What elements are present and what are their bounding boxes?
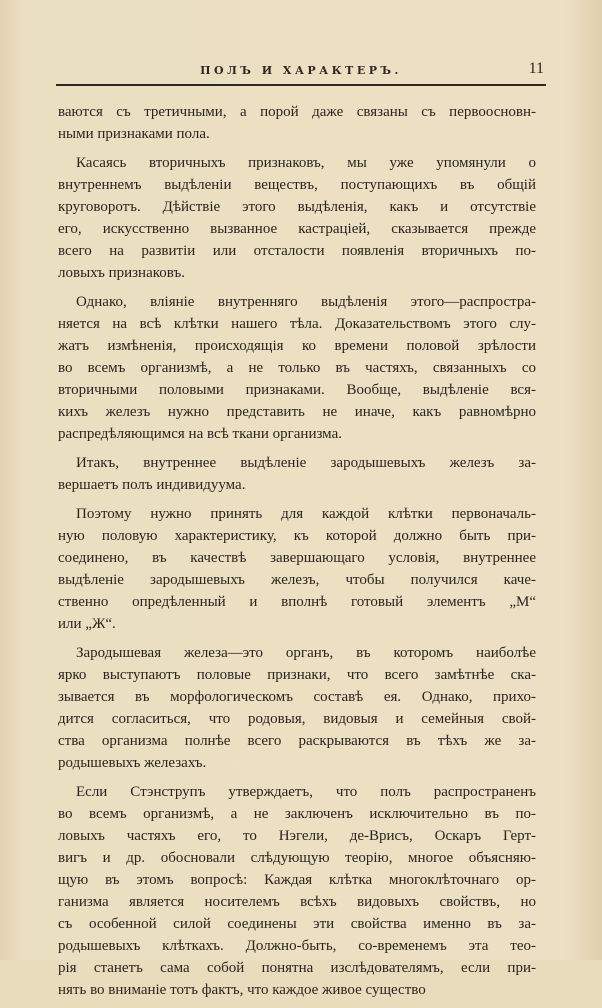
text-line: нять во вниманіе тотъ фактъ, что каждое живое существо	[58, 982, 426, 998]
text-line: жатъ измѣненія, происходящія ко времени половой зрѣлости	[58, 338, 536, 354]
text-line: Касаясь вторичныхъ признаковъ, мы уже упомянули о	[76, 155, 536, 171]
text-line: во всемъ организмѣ, а не только въ частяхъ, связанныхъ со	[58, 360, 536, 376]
text-line: кихъ железъ нужно представить не иначе, какъ равномѣрно	[58, 404, 536, 420]
text-line: родышевыхъ железахъ.	[58, 755, 207, 771]
text-line: внутреннемъ выдѣленіи веществъ, поступающихъ въ общій	[58, 177, 536, 193]
text-line: съ особенной силой соединены эти свойства именно въ за-	[58, 916, 536, 932]
paragraph	[58, 781, 536, 1001]
paragraph	[58, 152, 536, 284]
text-line: ловыхъ частяхъ его, то Нэгели, де-Врисъ, Оскаръ Герт-	[58, 828, 536, 844]
page-number: 11	[528, 60, 544, 77]
text-line: Поэтому нужно принять для каждой клѣтки первоначаль-	[76, 506, 536, 522]
text-line: Однако, вліяніе внутренняго выдѣленія этого—распростра-	[76, 294, 536, 310]
body-text	[58, 101, 536, 1008]
text-line: щую въ этомъ вопросѣ: Каждая клѣтка многоклѣточнаго ор-	[58, 872, 536, 888]
text-line: вторичными половыми признаками. Вообще, выдѣленіе вся-	[58, 382, 536, 398]
text-line: ловыхъ признаковъ.	[58, 265, 185, 281]
text-line: Зародышевая железа—это органъ, въ которомъ наиболѣе	[76, 645, 536, 661]
paragraph	[58, 642, 536, 774]
text-line: его, искусственно вызванное кастраціей, сказывается прежде	[58, 221, 536, 237]
text-line: ными признаками пола.	[58, 126, 210, 142]
text-line: или „Ж“.	[58, 616, 116, 632]
text-line: родышевыхъ клѣткахъ. Должно-быть, со-временемъ эта тео-	[58, 938, 536, 954]
text-line: ярко выступаютъ половые признаки, что всего замѣтнѣе ска-	[58, 667, 536, 683]
text-line: ваются съ третичными, а порой даже связаны съ первоосновн-	[58, 104, 536, 120]
text-line: всего на развитіи или отсталости появленія вторичныхъ по-	[58, 243, 536, 259]
text-line: вигъ и др. обосновали слѣдующую теорію, многое объясняю-	[58, 850, 536, 866]
text-line: соединено, въ качествѣ завершающаго условія, внутреннее	[58, 550, 536, 566]
running-head	[56, 60, 546, 88]
paragraph	[58, 101, 536, 145]
text-line: ства организма полнѣе всего раскрываются въ тѣхъ же за-	[58, 733, 536, 749]
text-line: ганизма является носителемъ всѣхъ видовыхъ свойствъ, но	[58, 894, 536, 910]
text-line: выдѣленіе зародышевыхъ железъ, чтобы получился каче-	[58, 572, 536, 588]
paragraph	[58, 452, 536, 496]
paragraph	[58, 291, 536, 445]
text-line: ную половую характеристику, къ которой должно быть при-	[58, 528, 536, 544]
running-title: ПОЛЪ И ХАРАКТЕРЪ.	[200, 64, 402, 77]
text-line: рія станетъ сама собой понятна изслѣдователямъ, если при-	[58, 960, 536, 976]
text-line: вершаетъ полъ индивидуума.	[58, 477, 246, 493]
header-rule	[56, 84, 546, 86]
text-line: няется на всѣ клѣтки нашего тѣла. Доказательствомъ этого слу-	[58, 316, 536, 332]
text-line: во всемъ организмѣ, а не заключенъ исключительно въ по-	[58, 806, 536, 822]
text-line: Если Стэнструпъ утверждаетъ, что полъ распространенъ	[76, 784, 536, 800]
text-line: Итакъ, внутреннее выдѣленіе зародышевыхъ железъ за-	[76, 455, 536, 471]
text-line: ственно опредѣленный и вполнѣ готовый элементъ „М“	[58, 594, 536, 610]
text-line: круговоротъ. Дѣйствіе этого выдѣленія, какъ и отсутствіе	[58, 199, 536, 215]
text-line: распредѣляющимся на всѣ ткани организма.	[58, 426, 342, 442]
text-line: зывается въ морфологическомъ составѣ ея. Однако, прихо-	[58, 689, 536, 705]
paragraph	[58, 503, 536, 635]
text-line: дится согласиться, что родовыя, видовыя и семейныя свой-	[58, 711, 536, 727]
